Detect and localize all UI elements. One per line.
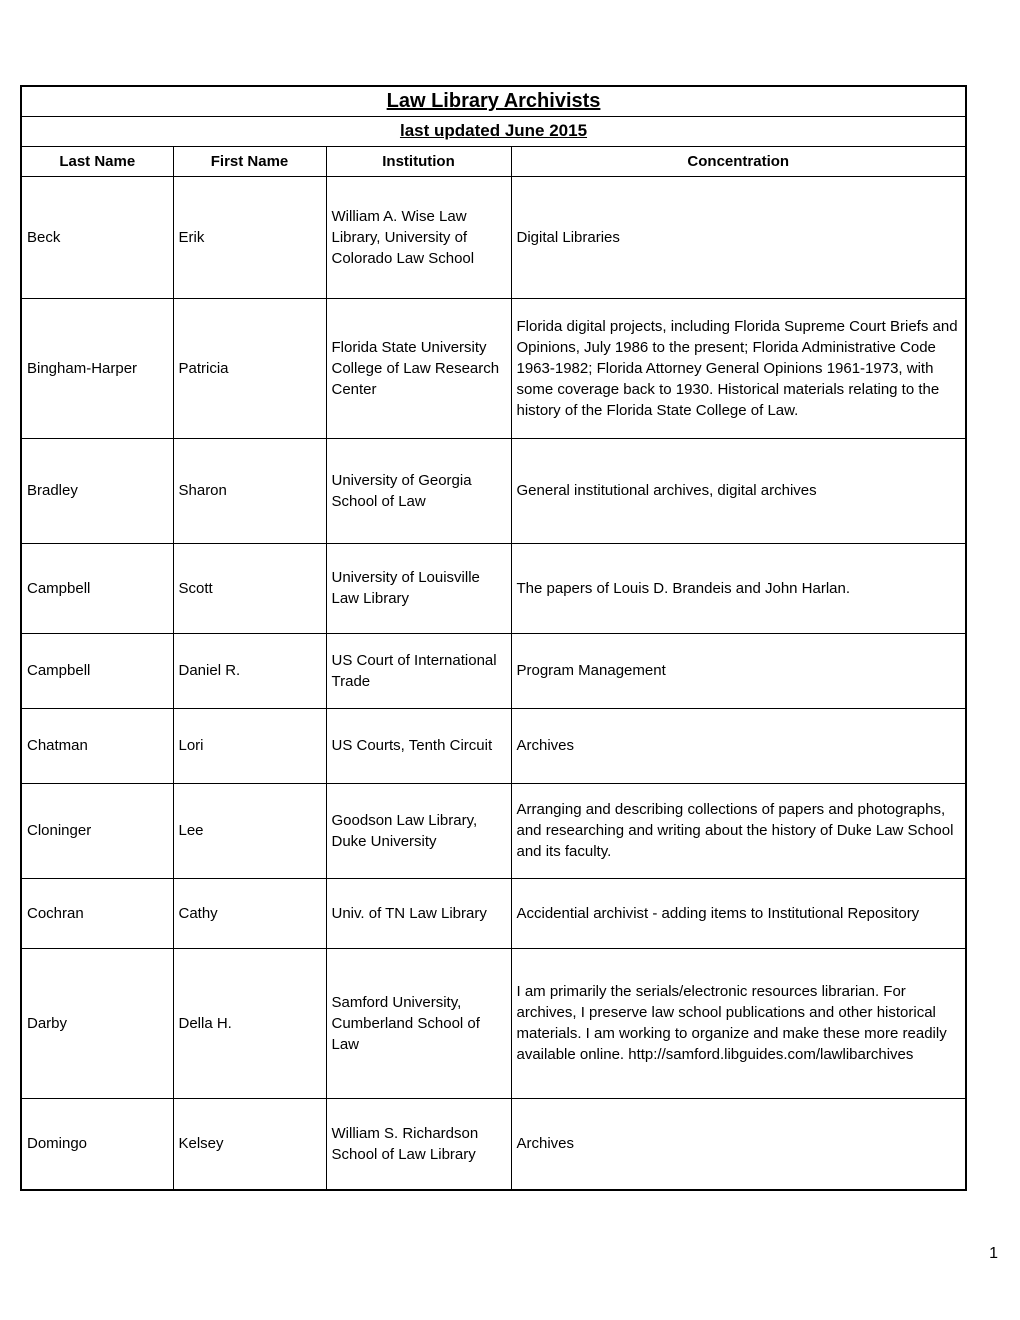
cell-institution: University of Georgia School of Law [326,438,511,543]
cell-institution: William A. Wise Law Library, University of Colorado Law School [326,176,511,298]
cell-first-name: Cathy [173,878,326,948]
table-row [21,438,966,543]
title-row [21,86,966,116]
column-header-concentration: Concentration [511,146,966,176]
cell-last-name: Cochran [21,878,173,948]
column-header-last-name: Last Name [21,146,173,176]
cell-first-name: Sharon [173,438,326,543]
cell-concentration: General institutional archives, digital archives [511,438,966,543]
table-row [21,543,966,633]
table-row [21,1098,966,1190]
page-title: Law Library Archivists [21,86,966,116]
cell-institution: William S. Richardson School of Law Library [326,1098,511,1190]
cell-concentration: Archives [511,1098,966,1190]
cell-first-name: Lee [173,783,326,878]
cell-institution: US Courts, Tenth Circuit [326,708,511,783]
cell-last-name: Bingham-Harper [21,298,173,438]
cell-institution: US Court of International Trade [326,633,511,708]
cell-first-name: Lori [173,708,326,783]
cell-last-name: Beck [21,176,173,298]
table-row [21,633,966,708]
cell-last-name: Campbell [21,633,173,708]
cell-institution: Samford University, Cumberland School of Law [326,948,511,1098]
table-row [21,176,966,298]
cell-last-name: Domingo [21,1098,173,1190]
page-subtitle: last updated June 2015 [21,116,966,146]
table-row [21,298,966,438]
cell-last-name: Cloninger [21,783,173,878]
cell-concentration: Arranging and describing collections of papers and photographs, and researching and writing about the history of Duke Law School and its faculty. [511,783,966,878]
cell-concentration: The papers of Louis D. Brandeis and John Harlan. [511,543,966,633]
table-body [21,176,966,1190]
cell-last-name: Campbell [21,543,173,633]
column-header-row [21,146,966,176]
cell-last-name: Chatman [21,708,173,783]
cell-last-name: Bradley [21,438,173,543]
subtitle-row [21,116,966,146]
cell-last-name: Darby [21,948,173,1098]
cell-institution: Florida State University College of Law Research Center [326,298,511,438]
cell-concentration: Archives [511,708,966,783]
column-header-institution: Institution [326,146,511,176]
cell-concentration: I am primarily the serials/electronic resources librarian. For archives, I preserve law school publications and other historical materials. I am working to organize and make these more readily available online. http://samford.libguides.com/lawlibarchives [511,948,966,1098]
column-header-first-name: First Name [173,146,326,176]
cell-institution: University of Louisville Law Library [326,543,511,633]
table-row [21,783,966,878]
table-row [21,948,966,1098]
cell-first-name: Kelsey [173,1098,326,1190]
cell-first-name: Daniel R. [173,633,326,708]
cell-concentration: Florida digital projects, including Florida Supreme Court Briefs and Opinions, July 1986 to the present; Florida Administrative Code 1963-1982; Florida Attorney General Opinions 1961-1973, with some coverage back to 1930. Historical materials relating to the history of the Florida State College of Law. [511,298,966,438]
archivists-table [20,85,967,1191]
page-number: 1 [989,1245,998,1262]
cell-first-name: Della H. [173,948,326,1098]
cell-institution: Univ. of TN Law Library [326,878,511,948]
cell-first-name: Scott [173,543,326,633]
table-row [21,878,966,948]
cell-first-name: Patricia [173,298,326,438]
cell-first-name: Erik [173,176,326,298]
table-row [21,708,966,783]
cell-concentration: Digital Libraries [511,176,966,298]
cell-concentration: Program Management [511,633,966,708]
cell-institution: Goodson Law Library, Duke University [326,783,511,878]
cell-concentration: Accidential archivist - adding items to Institutional Repository [511,878,966,948]
